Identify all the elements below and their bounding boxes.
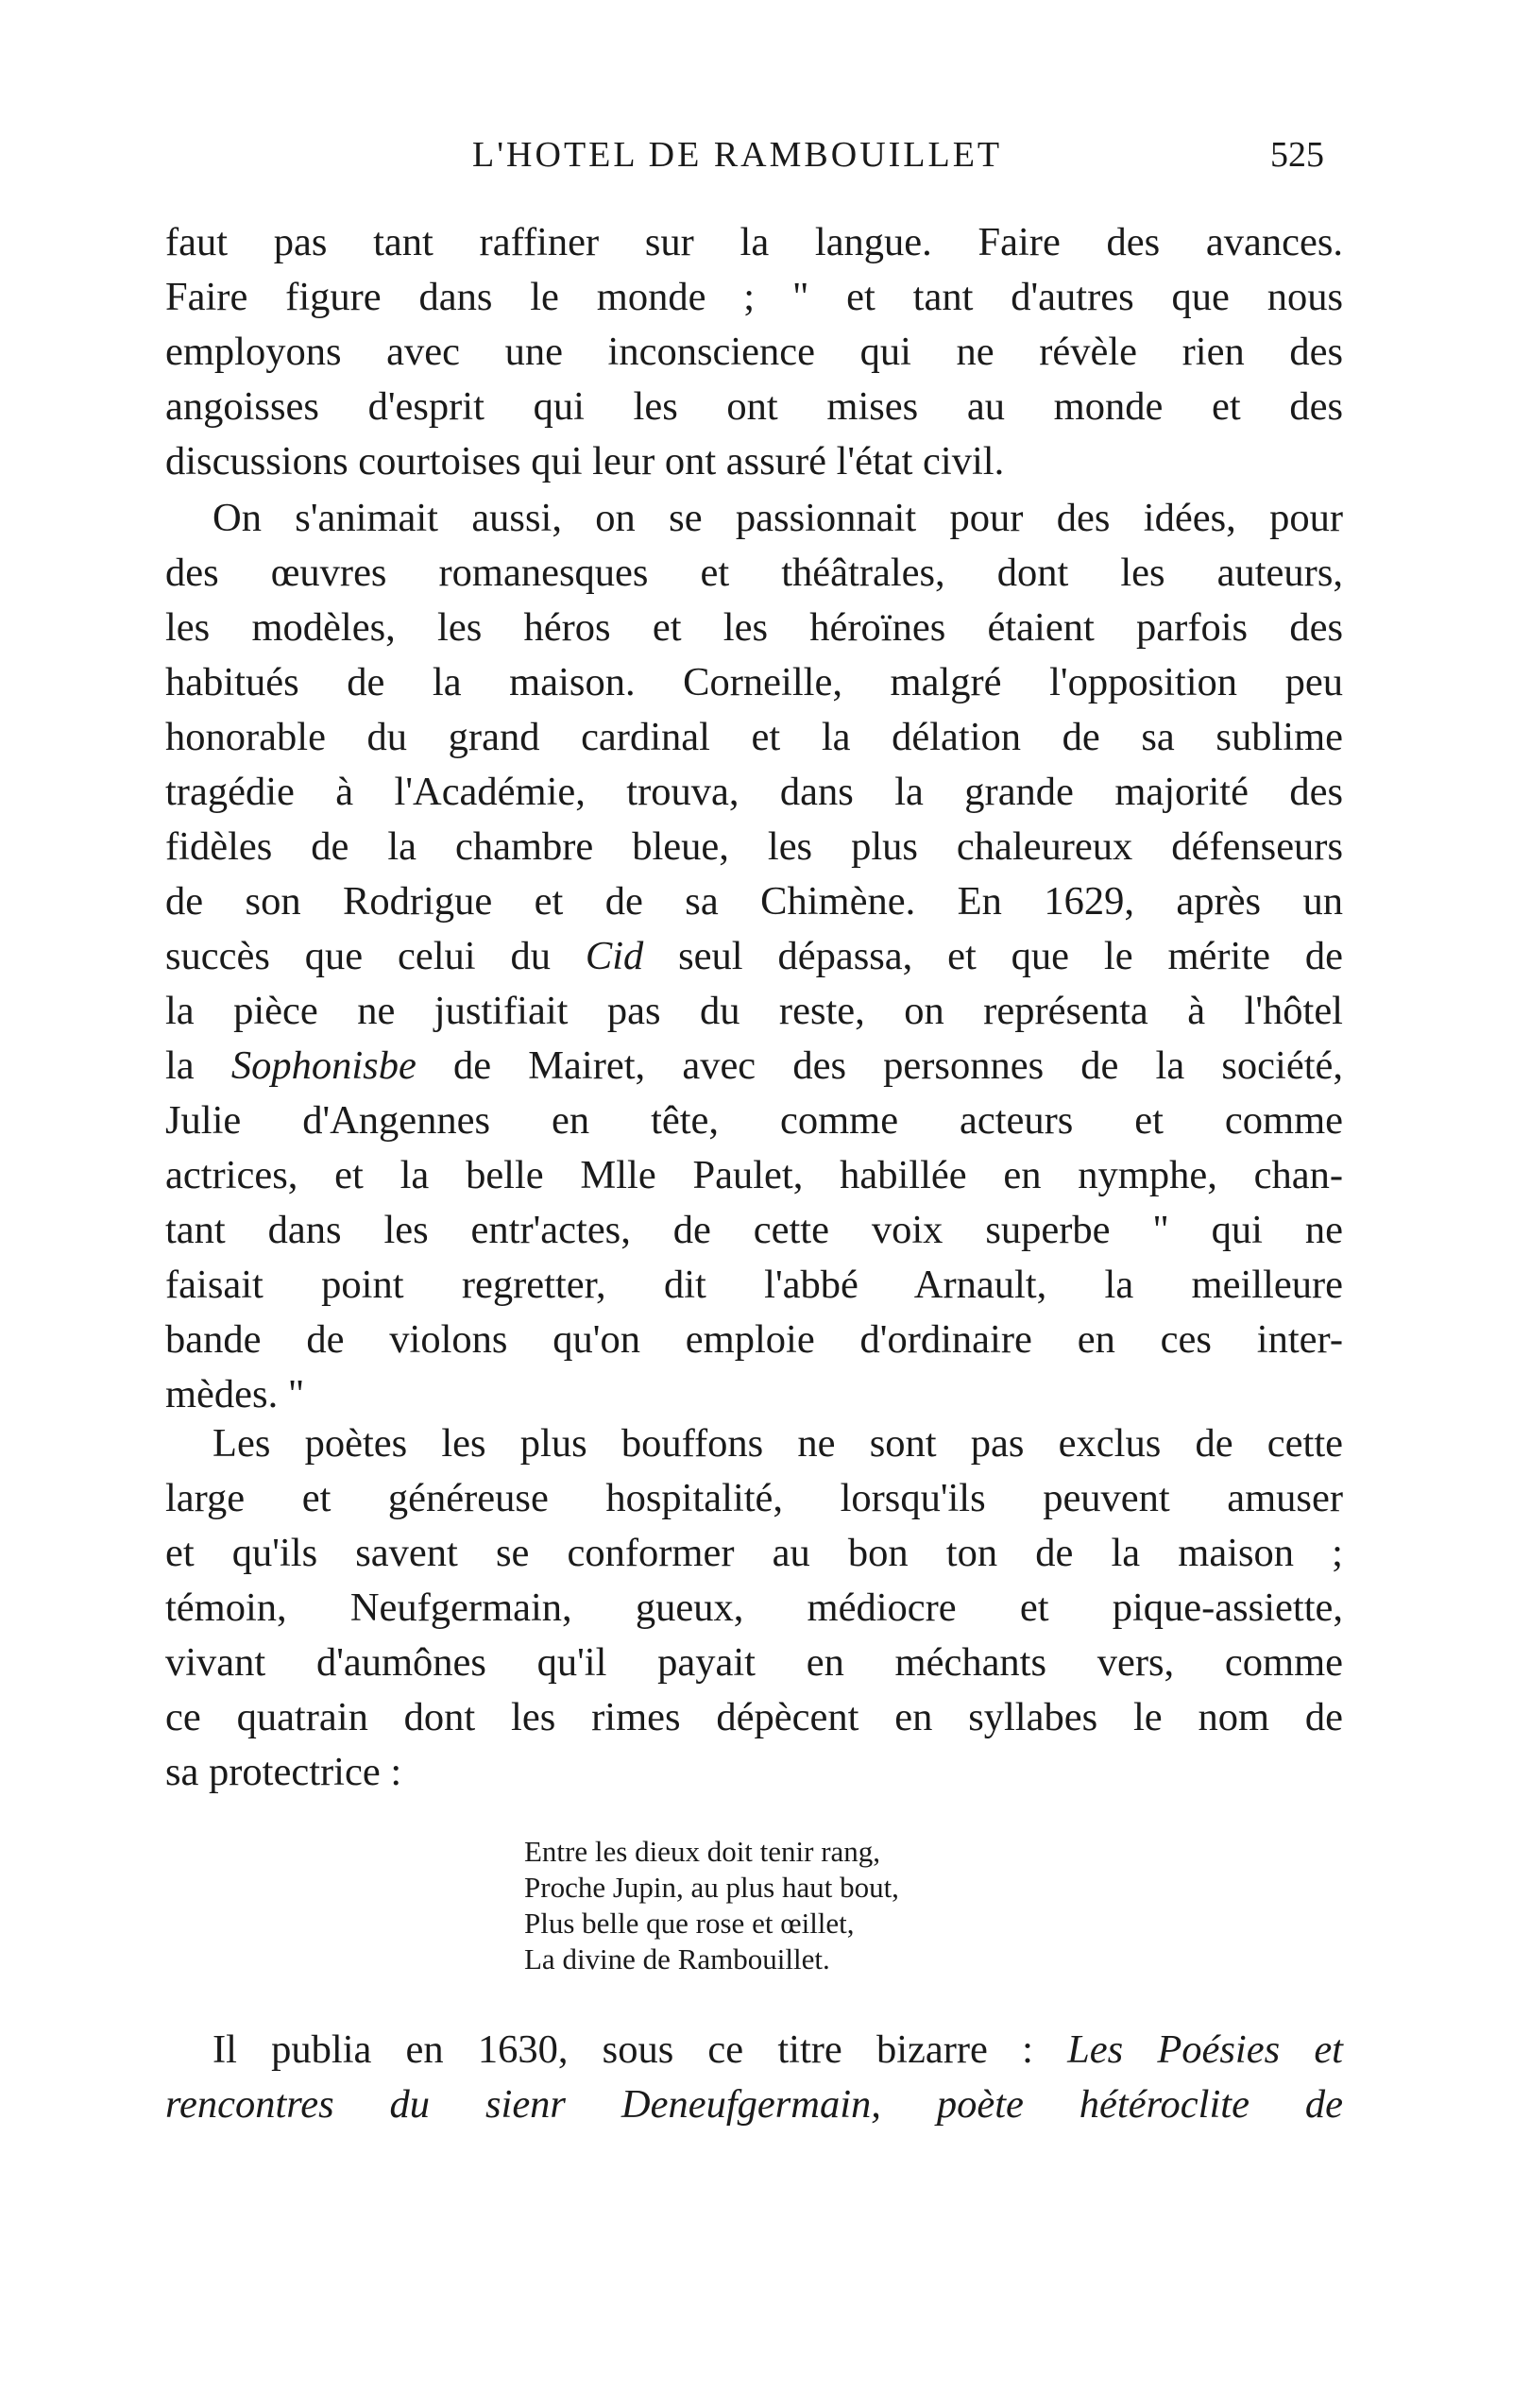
text-line (165, 2076, 1343, 2130)
running-title: L'HOTEL DE RAMBOUILLET (472, 135, 1003, 175)
paragraph-1 (165, 215, 1343, 489)
text-line: discussions courtoises qui leur ont assuré l'état civil. (165, 439, 1005, 483)
text-line: et qu'ils savent se conformer au bon ton de la maison ; (165, 1531, 1343, 1575)
poem-line: Plus belle que rose et œillet, (524, 1907, 855, 1940)
text-line: la pièce ne justifiait pas du reste, on représenta à l'hôtel (165, 989, 1343, 1033)
text-segment: la (165, 1043, 195, 1088)
text-line: tant dans les entr'actes, de cette voix superbe " qui ne (165, 1208, 1343, 1252)
text-line: vivant d'aumônes qu'il payait en méchants vers, comme (165, 1640, 1343, 1685)
text-line (165, 2021, 1343, 2076)
text-segment: seul dépassa, et que le mérite de (678, 934, 1343, 978)
italic-title-sophonisbe: Sophonisbe (230, 1043, 416, 1088)
text-line (165, 1039, 1343, 1094)
text-line: sa protectrice : (165, 1750, 402, 1794)
text-line: Julie d'Angennes en tête, comme acteurs et comme (165, 1098, 1343, 1143)
text-line: angoisses d'esprit qui les ont mises au monde et des (165, 384, 1343, 429)
paragraph-3 (165, 1416, 1343, 1800)
italic-title-cid: Cid (585, 934, 644, 978)
text-line: On s'animait aussi, on se passionnait pour des idées, pour (212, 496, 1343, 540)
text-line: bande de violons qu'on emploie d'ordinaire en ces inter- (165, 1317, 1343, 1362)
paragraph-2 (165, 491, 1343, 1422)
running-head (0, 134, 1513, 191)
text-line: habitués de la maison. Corneille, malgré l'opposition peu (165, 660, 1343, 704)
paragraph-4 (165, 2021, 1343, 2130)
text-line: Faire figure dans le monde ; " et tant d'autres que nous (165, 275, 1343, 319)
text-line: fidèles de la chambre bleue, les plus chaleureux défenseurs (165, 824, 1343, 869)
text-line: honorable du grand cardinal et la délation de sa sublime (165, 715, 1343, 759)
text-line: tragédie à l'Académie, trouva, dans la grande majorité des (165, 770, 1343, 814)
text-line: actrices, et la belle Mlle Paulet, habillée en nymphe, chan- (165, 1153, 1343, 1197)
text-segment: succès que celui du (165, 934, 551, 978)
text-segment: de Mairet, avec des personnes de la société, (452, 1043, 1344, 1088)
text-line: mèdes. " (165, 1372, 305, 1416)
text-line: faut pas tant raffiner sur la langue. Faire des avances. (165, 220, 1343, 264)
poem-line: La divine de Rambouillet. (524, 1942, 830, 1976)
poem-line: Entre les dieux doit tenir rang, (524, 1835, 881, 1868)
text-line: les modèles, les héros et les héroïnes étaient parfois des (165, 605, 1343, 650)
quatrain (524, 1834, 899, 1977)
italic-book-title: Les Poésies et (1067, 2027, 1343, 2072)
text-line: de son Rodrigue et de sa Chimène. En 1629, après un (165, 879, 1343, 924)
text-line: Les poètes les plus bouffons ne sont pas exclus de cette (212, 1421, 1343, 1466)
text-line: témoin, Neufgermain, gueux, médiocre et pique-assiette, (165, 1586, 1343, 1630)
text-line: employons avec une inconscience qui ne révèle rien des (165, 330, 1343, 374)
text-line (165, 929, 1343, 984)
text-line: ce quatrain dont les rimes dépècent en syllabes le nom de (165, 1695, 1343, 1739)
italic-book-title: rencontres du sienr Deneufgermain, poète hétéroclite de (165, 2082, 1343, 2127)
text-line: des œuvres romanesques et théâtrales, dont les auteurs, (165, 551, 1343, 595)
text-line: large et généreuse hospitalité, lorsqu'ils peuvent amuser (165, 1476, 1343, 1520)
page-number: 525 (1270, 135, 1324, 175)
text-segment: Il publia en 1630, sous ce titre bizarre : (212, 2027, 1033, 2072)
poem-line: Proche Jupin, au plus haut bout, (524, 1871, 899, 1904)
text-line: faisait point regretter, dit l'abbé Arnault, la meilleure (165, 1263, 1343, 1307)
